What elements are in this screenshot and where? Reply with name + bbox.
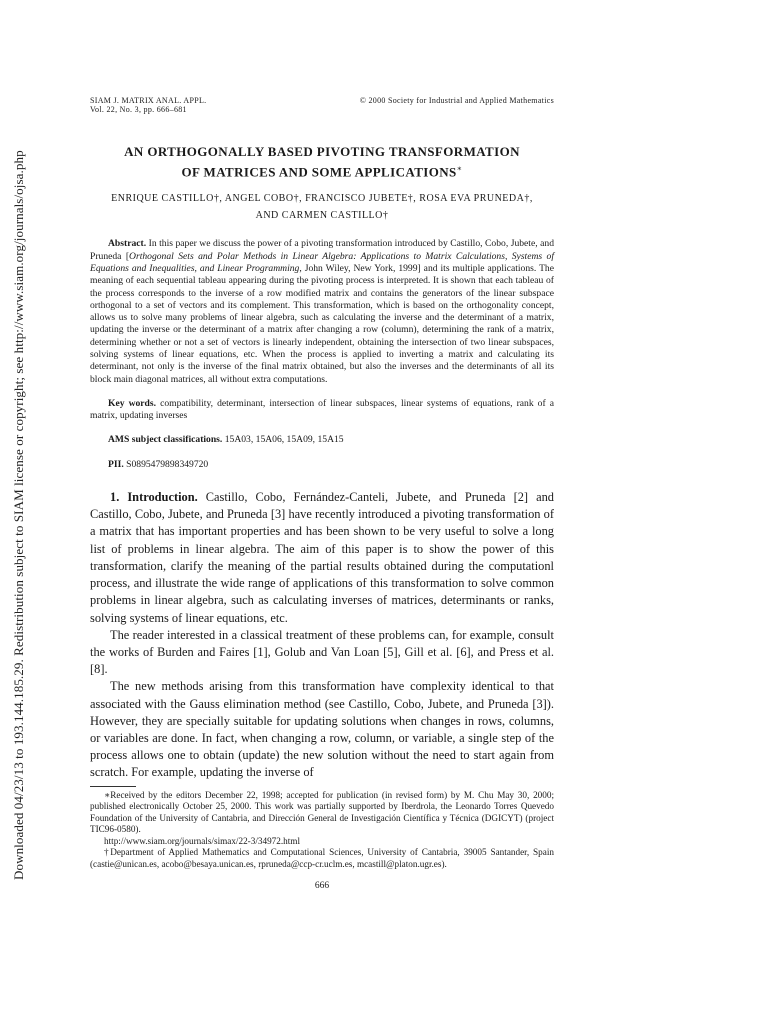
keywords-label: Key words. bbox=[108, 397, 157, 409]
abstract-text-2: , John Wiley, New York, 1999] and its multiple applications. The meaning of each sequential tableau appearing during the pivoting process is interpreted. It is shown that each tableau of the process corresponds to the inverse of a row modified matrix and contains the generators of the linear subspace orthogonal to a set of vectors and its complement. This transformation, which is based on the orthogonality concept, allows us to solve many problems of linear algebra, such as calculating the inverse and the determinant of a matrix, updating the inverse or the determinant of a matrix after changing a row (column), determining the rank of a matrix, determining whether or not a set of vectors is linearly independent, obtaining the intersection of two linear subspaces, solving systems of linear equations, etc. When the process is applied to inverting a matrix and calculating its determinant, not only is the inverse of the final matrix obtained, but also the inverses and the determinants of all its block main diagonal matrices, all without extra computations. bbox=[90, 262, 554, 385]
journal-name: SIAM J. MATRIX ANAL. APPL. bbox=[90, 96, 207, 105]
abstract-label: Abstract. bbox=[108, 238, 147, 250]
author-list bbox=[90, 190, 554, 224]
intro-paragraph-2: The reader interested in a classical treatment of these problems can, for example, consult the works of Burden and Faires [1], Golub and Van Loan [5], Gill et al. [6], and Press et al. [8]. bbox=[90, 627, 554, 677]
ams-classifications bbox=[90, 434, 554, 446]
page-number: 666 bbox=[314, 881, 330, 892]
paper-title bbox=[90, 143, 554, 180]
ams-label: AMS subject classifications. bbox=[108, 434, 223, 446]
authors-line-1: ENRIQUE CASTILLO†, ANGEL COBO†, FRANCISCO JUBETE†, ROSA EVA PRUNEDA†, bbox=[111, 193, 533, 205]
pii-label: PII. bbox=[108, 458, 124, 470]
pii-text: S0895479898349720 bbox=[126, 458, 209, 470]
title-line-2 bbox=[90, 160, 554, 180]
footnote-url: http://www.siam.org/journals/simax/22-3/34972.html bbox=[104, 835, 300, 846]
authors-line-2: AND CARMEN CASTILLO† bbox=[255, 210, 389, 222]
title-line-2-text: OF MATRICES AND SOME APPLICATIONS bbox=[181, 164, 457, 180]
intro-paragraph-3: The new methods arising from this transformation have complexity identical to that associated with the Gauss elimination method (see Castillo, Cobo, Jubete, and Pruneda [3]). However, they are specially suitable for updating solutions when changes in rows, columns, or variables are done. In fact, when changing a row, column, or variable, a single step of the process allows one to obtain (update) the new solution without the need to start again from scratch. For example, updating the inverse of bbox=[90, 679, 554, 780]
paper-page bbox=[90, 96, 554, 891]
copyright-notice: © 2000 Society for Industrial and Applied Mathematics bbox=[359, 96, 554, 105]
abstract-cited-title: Orthogonal Sets and Polar Methods in Linear Algebra: Applications to Matrix Calculations, Systems of Equations and Inequalities, and Linear Programming bbox=[90, 250, 555, 274]
download-notice: Downloaded 04/23/13 to 193.144.185.29. Redistribution subject to SIAM license or copyright; see http://www.siam.org/journals/ojsa.php bbox=[11, 150, 26, 880]
title-line-1: AN ORTHOGONALLY BASED PIVOTING TRANSFORMATION bbox=[124, 144, 520, 159]
intro-paragraph-1-text: Castillo, Cobo, Fernández-Canteli, Jubete, and Pruneda [2] and Castillo, Cobo, Jubete, and Pruneda [3] have recently introduced a pivoting transformation of a matrix that has important properties and has been shown to be very useful to solve a long list of problems in linear algebra. The aim of this paper is to show the power of this transformation, clarify the meaning of the partial results obtained during the computationl process, and illustrate the wide range of applications of this transformation to solve common problems in linear algebra, such as calculating inverses of matrices, determinants or ranks, solving systems of linear equations, etc. bbox=[90, 490, 554, 625]
journal-info bbox=[90, 96, 206, 114]
pii bbox=[90, 459, 554, 471]
title-footnote-mark: ∗ bbox=[456, 164, 463, 173]
footnote-received: ∗Received by the editors December 22, 1998; accepted for publication (in revised form) by M. Chu May 30, 2000; published electronically October 25, 2000. This work was partially supported by Iberdrola, the Leonardo Torres Quevedo Foundation of the University of Cantabria, and Dirección General de Investigación Científica y Técnica (DGICYT) (project TIC96-0580). bbox=[90, 789, 554, 835]
section-heading: 1. Introduction. bbox=[110, 490, 198, 505]
keywords-text: compatibility, determinant, intersection of linear subspaces, linear systems of equations, rank of a matrix, updating inverses bbox=[90, 397, 554, 422]
running-header bbox=[90, 96, 554, 114]
footnotes bbox=[90, 790, 554, 871]
abstract bbox=[90, 238, 554, 386]
footnote-affiliation: †Department of Applied Mathematics and Computational Sciences, University of Cantabria, 39005 Santander, Spain (castie@unican.es, acobo@besaya.unican.es, rpruneda@ccp-cr.uclm.es, mcastill@platon.ugr.es). bbox=[90, 847, 554, 869]
ams-text: 15A03, 15A06, 15A09, 15A15 bbox=[224, 434, 344, 446]
keywords bbox=[90, 398, 554, 423]
abstract-text-1: In this paper we discuss the power of a pivoting transformation introduced by Castillo, Cobo, Jubete, and Pruneda [ bbox=[90, 238, 554, 262]
intro-paragraph-1 bbox=[90, 489, 554, 627]
journal-volume: Vol. 22, No. 3, pp. 666–681 bbox=[90, 105, 187, 114]
introduction-section bbox=[90, 489, 554, 781]
footnote-rule bbox=[90, 786, 136, 787]
